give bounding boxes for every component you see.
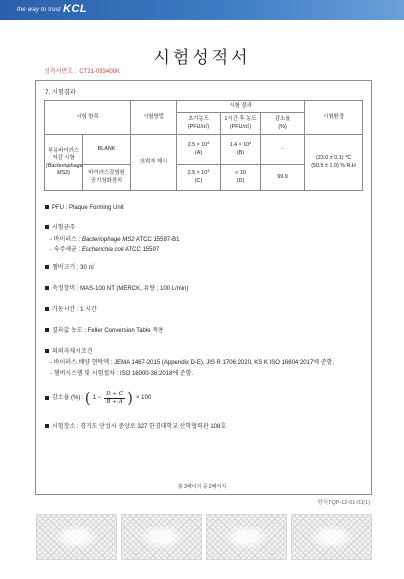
after-ref-d: (D) xyxy=(236,177,245,184)
header-after-label: 1시간 후 농도 xyxy=(224,116,257,122)
reduction-device: 99.9 xyxy=(261,165,305,191)
test-item-name xyxy=(45,135,83,191)
sample-device-line: 공기청화장치 xyxy=(90,177,123,184)
formula-fraction xyxy=(104,391,125,406)
report-number-label: 성적서번호 : xyxy=(44,69,77,75)
bullet-square xyxy=(45,286,49,290)
note-location-text: 시험장소 : 경기도 안성시 중앙로 327 한경대학교 산학협력관 108호 xyxy=(52,424,227,430)
note-condition-chamber: - 챔버시스템 및 시험절차 : ISO 16000-36:2018에 준함. xyxy=(50,371,194,377)
test-environment-value xyxy=(305,135,363,191)
brand-tagline: the way to trust xyxy=(17,7,61,13)
formula-numerator: D ÷ C xyxy=(106,390,124,397)
results-table xyxy=(44,100,363,191)
virus-label: - 바이러스 : xyxy=(50,237,82,243)
note-chamber-text: 챔버크기 : 30 ㎥ xyxy=(52,265,95,271)
environment-humidity: (50.5 ± 1.0) % R.H xyxy=(311,162,356,169)
bullet-square xyxy=(45,349,49,353)
after-value-b: 1.4 × 10 xyxy=(229,142,250,148)
formula-denominator: B ÷ A xyxy=(106,398,123,405)
formula-times: × 100 xyxy=(135,395,152,401)
after-ref-b: (B) xyxy=(236,149,245,156)
note-conditions-title-text: 의뢰자제시조건 xyxy=(52,349,93,355)
note-host xyxy=(50,246,159,254)
bullet-square xyxy=(45,225,49,229)
initial-exponent-c: 4 xyxy=(207,168,210,173)
test-item-line: MS2) xyxy=(57,170,70,176)
report-number xyxy=(44,68,120,76)
sample-device xyxy=(83,165,131,191)
test-item-line: 저감 시험 xyxy=(52,155,75,161)
test-item-line: 부유바이러스 xyxy=(47,147,80,154)
bullet-square xyxy=(45,205,49,209)
initial-value-a: 2.5 × 10 xyxy=(187,142,208,148)
note-conditions-title xyxy=(45,348,93,356)
security-pattern xyxy=(36,514,117,560)
header-test-environment: 시험환경 xyxy=(305,101,363,135)
header-reduction-label: 감소율 xyxy=(274,116,291,122)
initial-concentration-blank xyxy=(177,135,221,165)
virus-name: Bacteriophage MS2 xyxy=(81,237,135,243)
after-exponent-b: 4 xyxy=(249,140,252,145)
environment-temperature: (23.0 ± 0.1) ℃ xyxy=(315,155,352,161)
host-name: Escherichia coli xyxy=(81,247,124,253)
initial-ref-c: (C) xyxy=(194,177,203,184)
security-pattern xyxy=(206,514,287,560)
formula-left-paren: ( xyxy=(84,389,91,407)
bullet-square xyxy=(45,424,49,428)
formula-right-paren: ) xyxy=(127,389,133,407)
security-pattern xyxy=(121,514,202,560)
note-result-concentration-text: 결과값 농도 : Feller Conversion Table 적용 xyxy=(52,328,164,334)
initial-ref-a: (A) xyxy=(194,149,203,156)
note-pfu-text: PFU : Plaque Forming Unit xyxy=(52,205,124,211)
note-duration xyxy=(45,306,97,314)
formula-one-minus: 1 − xyxy=(92,395,102,401)
security-pattern xyxy=(291,514,372,560)
note-equipment xyxy=(45,285,188,293)
bullet-square xyxy=(45,265,49,269)
header-after-concentration xyxy=(221,113,261,135)
document-title: 시험성적서 xyxy=(153,48,251,67)
sample-blank: BLANK xyxy=(83,135,131,165)
formula-label: 감소율 (%) : xyxy=(52,395,84,401)
note-virus xyxy=(50,236,179,244)
note-location xyxy=(45,423,226,431)
reduction-formula xyxy=(45,388,151,408)
note-duration-text: 가동시간 : 1 시간 xyxy=(52,307,97,313)
note-equipment-text: 측정장비 : MAS-100 NT (MERCK, 유량 : 100 L/min) xyxy=(52,286,189,292)
bullet-square xyxy=(45,307,49,311)
test-item-line: (Bacteriophage xyxy=(46,162,83,169)
initial-value-c: 2.5 × 10 xyxy=(187,170,208,176)
note-strain-title xyxy=(45,224,75,232)
header-reduction-rate xyxy=(261,113,305,135)
note-condition-culture: - 바이러스 배양 현탁액 : JEMA 1467-2015 (Appendix D-E), JIS R 1706:2020, KS K ISO 16604:2017에 준함. xyxy=(50,360,335,366)
kcl-logo: KCL xyxy=(63,3,88,15)
security-pattern-strip xyxy=(36,514,372,560)
table-row xyxy=(45,135,363,165)
header-reduction-unit: (%) xyxy=(278,123,287,130)
initial-exponent-a: 4 xyxy=(207,140,210,145)
header-initial-unit: (PFU/㎥) xyxy=(187,123,210,130)
virus-code: ATCC 15597-B1 xyxy=(134,237,180,243)
header-initial-concentration xyxy=(177,113,221,135)
test-method-value: 의뢰자 제시 xyxy=(131,135,177,191)
note-pfu xyxy=(45,204,124,212)
header-test-result: 시험 결과 xyxy=(177,101,305,113)
header-initial-label: 초기농도 xyxy=(188,116,209,122)
page-number: 총 3페이지 중 2페이지 xyxy=(177,484,227,490)
report-number-value: CT21-093408K xyxy=(79,69,121,75)
bullet-square xyxy=(45,396,49,400)
note-result-concentration xyxy=(45,327,164,335)
table-header-row xyxy=(45,101,363,113)
section-title: 7. 시험결과 xyxy=(45,89,76,96)
form-number: 양식TQP-12-01-03(1) xyxy=(317,500,370,506)
note-chamber xyxy=(45,264,95,272)
header-test-item: 시험 항목 xyxy=(45,101,131,135)
header-test-method: 시험방법 xyxy=(131,101,177,135)
host-code: ATCC 15597 xyxy=(123,247,160,253)
sample-device-line: 바이러스감염원 xyxy=(88,170,125,176)
after-concentration-device xyxy=(221,165,261,191)
bullet-square xyxy=(45,328,49,332)
note-strain-title-text: 시험균주 xyxy=(52,225,76,231)
after-concentration-blank xyxy=(221,135,261,165)
reduction-blank: - xyxy=(261,135,305,165)
host-label: - 숙주세균 : xyxy=(50,247,82,253)
header-after-unit: (PFU/㎥) xyxy=(229,123,252,130)
after-value-d: < 10 xyxy=(235,170,246,176)
header-band xyxy=(0,0,404,20)
initial-concentration-device xyxy=(177,165,221,191)
